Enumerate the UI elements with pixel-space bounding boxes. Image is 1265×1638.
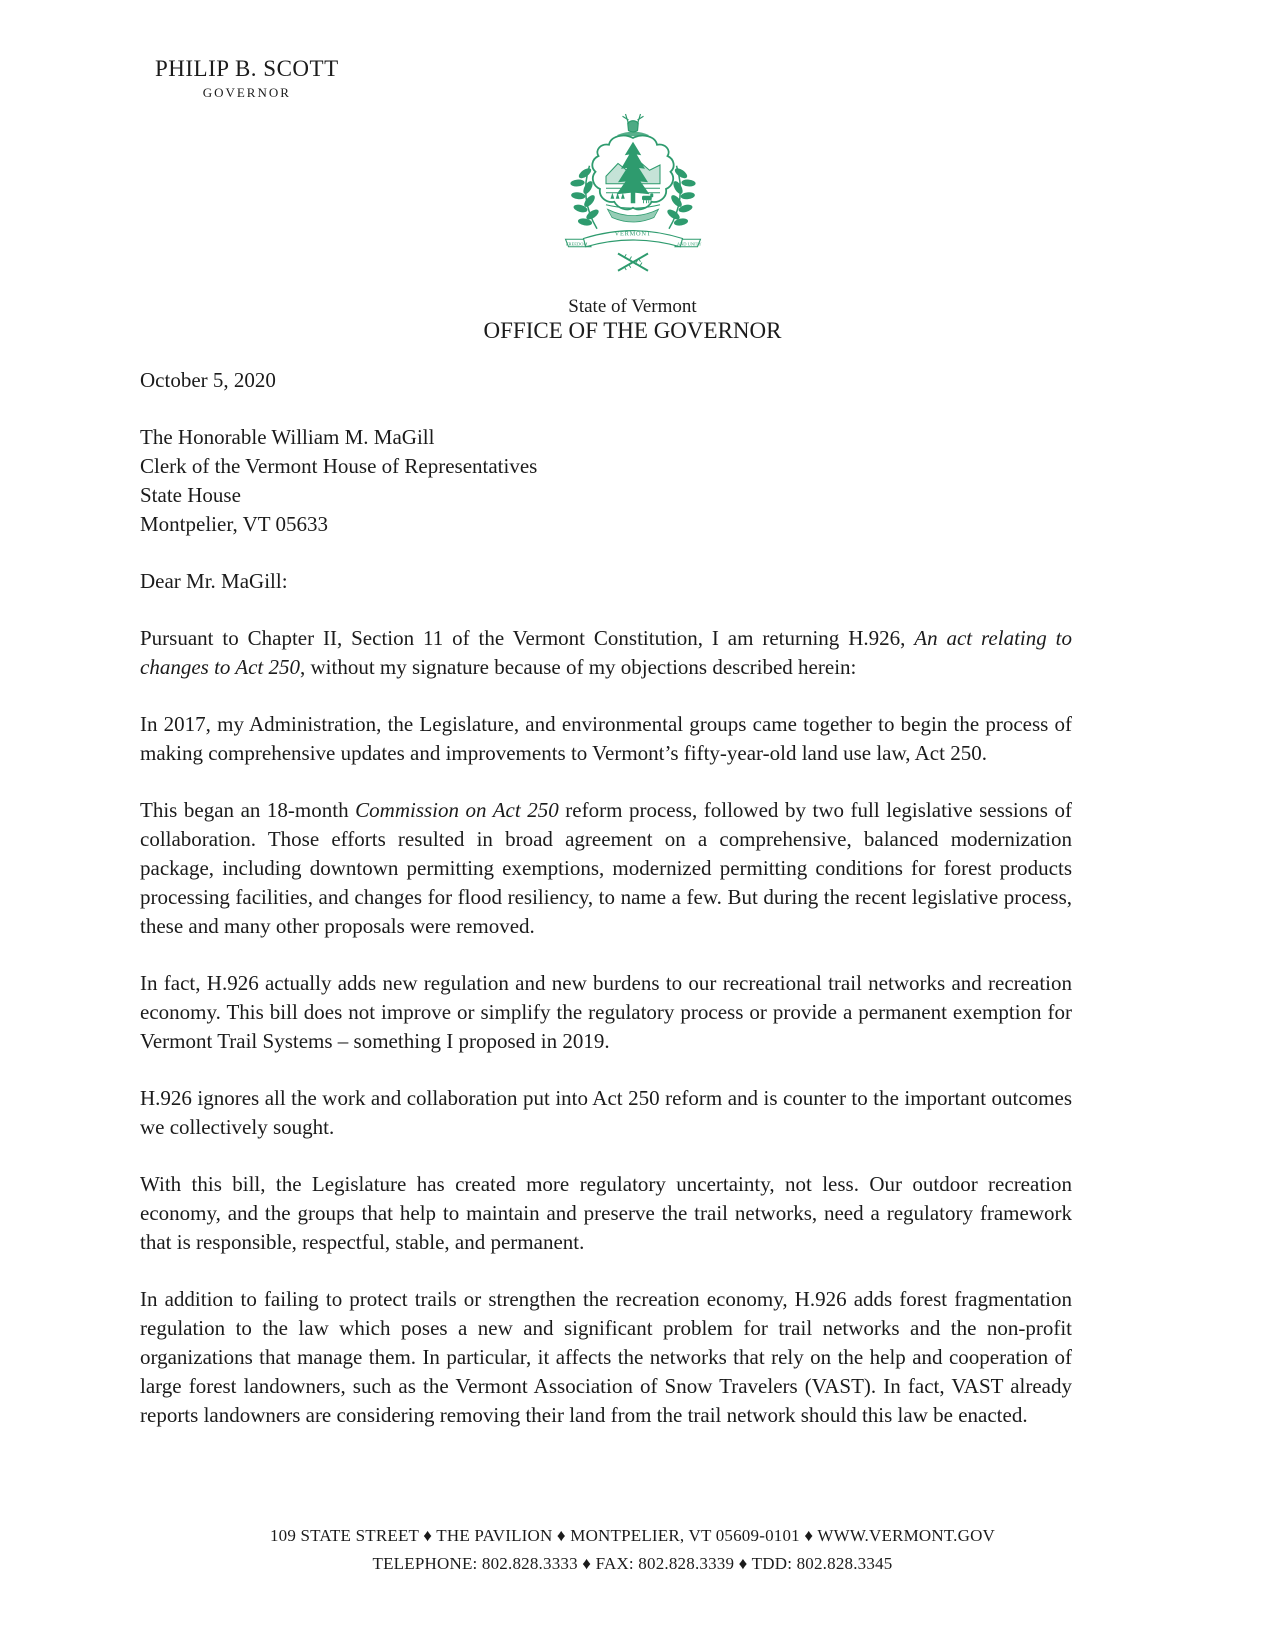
paragraph <box>140 1285 1072 1430</box>
paragraph <box>140 1170 1072 1257</box>
org-office-line: OFFICE OF THE GOVERNOR <box>483 317 782 343</box>
paragraph <box>140 710 1072 768</box>
text-segment: reform process, followed by two full legislative sessions of collaboration. Those efforts resulted in broad agreement on a comprehensive, balanced modernization package, including downtown permitting exemptions, modernized permitting conditions for forest products processing facilities, and changes for flood resiliency, to name a few. But during the recent legislative process, these and many other proposals were removed. <box>140 798 1072 938</box>
footer-address-line: 109 STATE STREET ♦ THE PAVILION ♦ MONTPELIER, VT 05609-0101 ♦ WWW.VERMONT.GOV <box>269 1526 996 1545</box>
text-segment: Pursuant to Chapter II, Section 11 of the Vermont Constitution, I am returning H.926, <box>140 626 915 650</box>
sender-name: PHILIP B. SCOTT <box>155 56 339 81</box>
recipient-block <box>140 423 1072 539</box>
text-segment: In addition to failing to protect trails or strengthen the recreation economy, H.926 adds forest fragmentation regulation to the law which poses a new and significant problem for trail networks and the non-profit organizations that manage them. In particular, it affects the networks that rely on the help and cooperation of large forest landowners, such as the Vermont Association of Snow Travelers (VAST). In fact, VAST already reports landowners are considering removing their land from the trail network should this law be enacted. <box>140 1287 1072 1427</box>
recipient-name: The Honorable William M. MaGill <box>140 425 435 449</box>
wheat-sheaves-icon <box>610 193 624 199</box>
paragraph <box>140 796 1072 941</box>
italic-segment: Commission on Act 250 <box>355 798 559 822</box>
sender-title: GOVERNOR <box>202 85 291 100</box>
org-block <box>0 296 1265 344</box>
text-segment: In fact, H.926 actually adds new regulation and new burdens to our recreational trail networks and recreation economy. This bill does not improve or simplify the regulatory process or provide a permanent exemption for Vermont Trail Systems – something I proposed in 2019. <box>140 971 1072 1053</box>
recipient-building: State House <box>140 483 241 507</box>
paragraph <box>140 624 1072 682</box>
garland <box>607 209 658 222</box>
footer-phone-line: TELEPHONE: 802.828.3333 ♦ FAX: 802.828.3339 ♦ TDD: 802.828.3345 <box>372 1554 893 1573</box>
paragraph <box>140 1084 1072 1142</box>
letter-date: October 5, 2020 <box>140 368 276 392</box>
letter-content <box>140 366 1072 1430</box>
text-segment: In 2017, my Administration, the Legislature, and environmental groups came together to begin the process of making comprehensive updates and improvements to Vermont’s fifty-year-old land use law, Act 250. <box>140 712 1072 765</box>
ribbon-text-freedom: FREEDOM <box>565 241 588 247</box>
italic-segment: An act relating to changes to Act 250 <box>140 626 1072 679</box>
org-state-line: State of Vermont <box>568 296 697 317</box>
recipient-role: Clerk of the Vermont House of Representatives <box>140 454 538 478</box>
recipient-city: Montpelier, VT 05633 <box>140 512 328 536</box>
text-segment: , without my signature because of my objections described herein: <box>300 655 857 679</box>
crossed-pine-branches-icon <box>618 254 648 271</box>
sender-block <box>155 56 339 101</box>
text-segment: This began an 18-month <box>140 798 356 822</box>
letter-body <box>140 624 1072 1430</box>
ribbon-text-and-unity: AND UNITY <box>676 241 702 247</box>
text-segment: H.926 ignores all the work and collaboration put into Act 250 reform and is counter to the important outcomes we collectively sought. <box>140 1086 1072 1139</box>
vermont-coat-of-arms-icon <box>558 110 708 280</box>
deer-crest-icon <box>622 114 643 132</box>
paragraph <box>140 969 1072 1056</box>
ribbon-text-vermont: VERMONT <box>614 230 651 238</box>
text-segment: With this bill, the Legislature has created more regulatory uncertainty, not less. Our outdoor recreation economy, and the groups that help to maintain and preserve the trail networks, need a regulatory framework that is responsible, respectful, stable, and permanent. <box>140 1172 1072 1254</box>
vermont-state-seal-icon <box>558 110 708 280</box>
letterhead-footer <box>0 1522 1265 1578</box>
motto-ribbon <box>565 231 702 247</box>
salutation: Dear Mr. MaGill: <box>140 569 288 593</box>
